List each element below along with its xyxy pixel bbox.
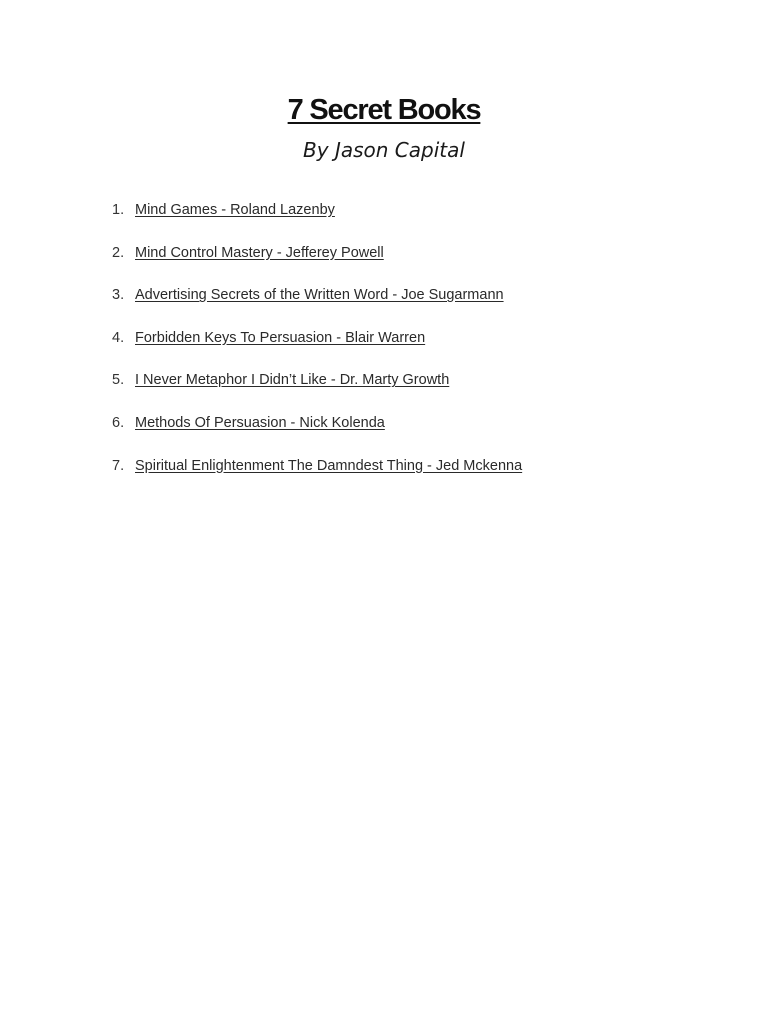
list-number: 5. (112, 372, 125, 389)
page-subtitle: By Jason Capital (303, 138, 465, 162)
list-number: 3. (112, 287, 125, 304)
book-link-mind-control-mastery[interactable]: Mind Control Mastery - Jefferey Powell (135, 244, 384, 261)
page-title: 7 Secret Books (287, 94, 481, 126)
list-number: 1. (112, 202, 125, 218)
book-link-methods-of-persuasion[interactable]: Methods Of Persuasion - Nick Kolenda (135, 414, 385, 431)
book-link-advertising-secrets[interactable]: Advertising Secrets of the Written Word - Joe Sugarmann (135, 287, 504, 304)
list-number: 4. (112, 329, 125, 346)
book-list (0, 198, 768, 496)
list-number: 6. (112, 414, 125, 431)
list-item (0, 283, 768, 326)
list-item (0, 241, 768, 284)
book-link-forbidden-keys[interactable]: Forbidden Keys To Persuasion - Blair Warren (135, 329, 426, 346)
book-link-mind-games[interactable]: Mind Games - Roland Lazenby (135, 202, 335, 218)
list-number: 2. (112, 244, 125, 261)
book-link-spiritual-enlightenment[interactable]: Spiritual Enlightenment The Damndest Thing - Jed Mckenna (135, 457, 523, 474)
book-link-never-metaphor[interactable]: I Never Metaphor I Didn’t Like - Dr. Marty Growth (135, 372, 450, 389)
list-item (0, 454, 768, 497)
list-item (0, 368, 768, 411)
list-item (0, 411, 768, 454)
list-number: 7. (112, 457, 125, 474)
list-item (0, 198, 768, 241)
list-item (0, 326, 768, 369)
